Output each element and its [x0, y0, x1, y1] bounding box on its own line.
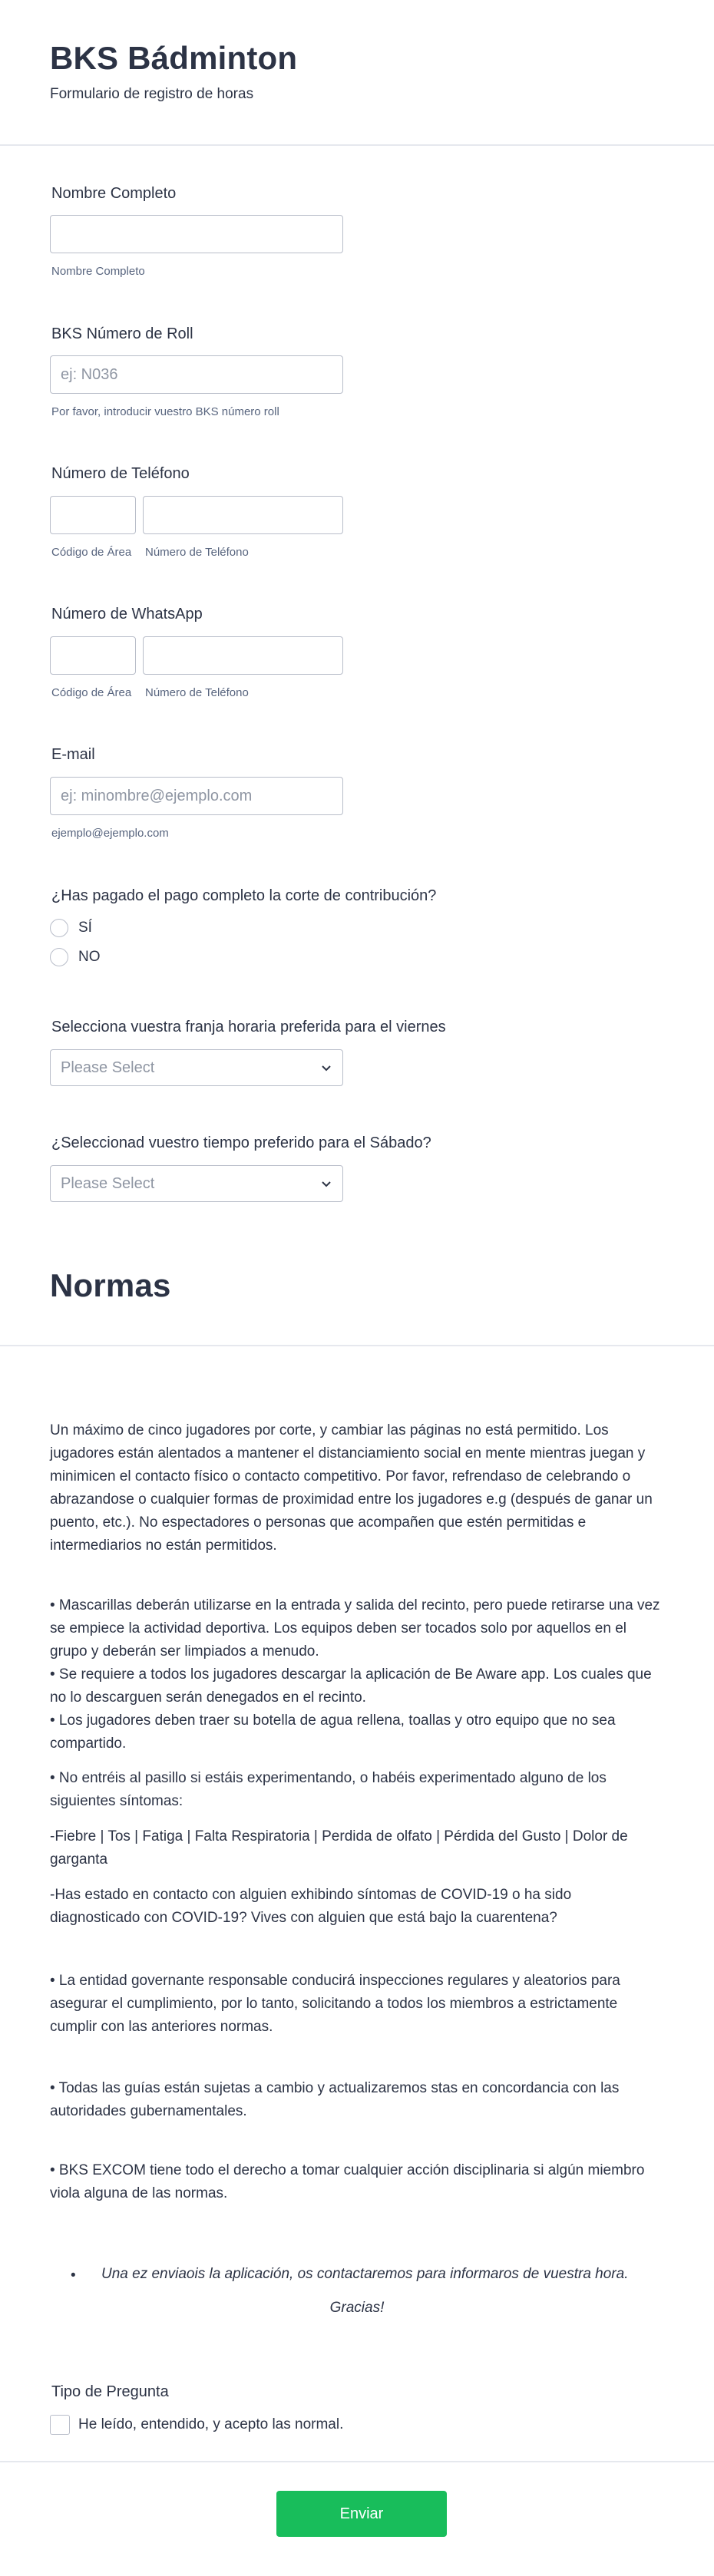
rules-paragraph-2: • Mascarillas deberán utilizarse en la entrada y salida del recinto, pero puede retirarse una vez se empiece la actividad deportiva. Los equipos deben ser tocados solo por aquellos en el grupo y deberán ser limpiados a menudo. [50, 1597, 660, 1660]
email-placeholder: ej: minombre@ejemplo.com [61, 787, 253, 804]
payment-yes-label[interactable]: SÍ [78, 920, 92, 936]
chevron-down-icon [319, 1177, 333, 1191]
rules-paragraph-9: • Todas las guías están sujetas a cambio y actualizaremos stas en concordancia con las autoridades gubernamentales. [50, 2080, 620, 2119]
thanks-note: Gracias! [329, 2300, 385, 2316]
whatsapp-number-input[interactable] [143, 636, 343, 675]
friday-selected-value: Please Select [61, 1058, 155, 1076]
rules-paragraph-5: • No entréis al pasillo si estáis experimentando, o habéis experimentado alguno de los siguientes síntomas: [50, 1770, 607, 1809]
rules-heading: Normas [50, 1267, 171, 1303]
header-divider [0, 144, 714, 146]
roll-placeholder: ej: N036 [61, 365, 118, 383]
roll-label: BKS Número de Roll [51, 325, 193, 342]
friday-select[interactable] [50, 1049, 343, 1086]
whatsapp-number-sublabel: Número de Teléfono [145, 686, 249, 699]
whatsapp-label: Número de WhatsApp [51, 606, 203, 623]
payment-no-label[interactable]: NO [78, 949, 101, 965]
agreement-checkbox[interactable] [50, 2415, 70, 2435]
saturday-select[interactable] [50, 1165, 343, 1202]
rules-divider [0, 1345, 714, 1346]
phone-number-input[interactable] [143, 496, 343, 534]
whatsapp-area-sublabel: Código de Área [51, 686, 132, 699]
note-bullet: • [71, 2267, 76, 2284]
roll-input[interactable] [50, 355, 343, 394]
email-sublabel: ejemplo@ejemplo.com [51, 827, 169, 840]
agreement-label: Tipo de Pregunta [51, 2383, 169, 2400]
payment-label: ¿Has pagado el pago completo la corte de contribución? [51, 887, 437, 904]
rules-paragraph-6: -Fiebre | Tos | Fatiga | Falta Respiratoria | Perdida de olfato | Pérdida del Gusto | Dolor de garganta [50, 1828, 628, 1868]
friday-label: Selecciona vuestra franja horaria preferida para el viernes [51, 1019, 446, 1035]
submit-button[interactable]: Enviar [276, 2491, 447, 2537]
rules-paragraph-10: • BKS EXCOM tiene todo el derecho a tomar cualquier acción disciplinaria si algún miembro viola alguna de las normas. [50, 2162, 645, 2201]
agreement-checkbox-text[interactable]: He leído, entendido, y acepto las normal. [78, 2416, 344, 2432]
form-subtitle: Formulario de registro de horas [50, 86, 254, 102]
rules-paragraph-4: • Los jugadores deben traer su botella de agua rellena, toallas y otro equipo que no sea compartido. [50, 1712, 616, 1752]
name-input[interactable] [50, 215, 343, 253]
phone-area-input[interactable] [50, 496, 136, 534]
rules-paragraph-1: Un máximo de cinco jugadores por corte, y cambiar las páginas no está permitido. Los jugadores están alentados a mantener el distanciamiento social en mente mientras juegan y minimicen el contacto físico o contacto competitivo. Por favor, refrendaso de celebrando o abrazandose o cualquier formas de proximidad entre los jugadores e.g (después de ganar un puento, etc.). No espectadores o personas que acompañen que estén permitidas e intermediarios no están permitidos. [50, 1422, 653, 1554]
chevron-down-icon [319, 1061, 333, 1075]
saturday-label: ¿Seleccionad vuestro tiempo preferido para el Sábado? [51, 1134, 431, 1151]
phone-label: Número de Teléfono [51, 465, 190, 482]
whatsapp-area-input[interactable] [50, 636, 136, 675]
email-input[interactable] [50, 777, 343, 815]
name-label: Nombre Completo [51, 185, 177, 202]
email-label: E-mail [51, 746, 95, 763]
saturday-selected-value: Please Select [61, 1174, 155, 1192]
phone-number-sublabel: Número de Teléfono [145, 546, 249, 559]
rules-paragraph-3: • Se requiere a todos los jugadores descargar la aplicación de Be Aware app. Los cuales que no lo descarguen serán denegados en el recinto. [50, 1666, 652, 1706]
rules-paragraph-7: -Has estado en contacto con alguien exhibindo síntomas de COVID-19 o ha sido diagnosticado con COVID-19? Vives con alguien que está bajo la cuarentena? [50, 1887, 572, 1926]
form-title: BKS Bádminton [50, 40, 298, 76]
payment-yes-radio[interactable] [50, 919, 68, 937]
roll-sublabel: Por favor, introducir vuestro BKS número roll [51, 405, 279, 418]
phone-area-sublabel: Código de Área [51, 546, 132, 559]
name-sublabel: Nombre Completo [51, 265, 145, 278]
rules-paragraph-8: • La entidad governante responsable conducirá inspecciones regulares y aleatorios para asegurar el cumplimiento, por lo tanto, solicitando a todos los miembros a estrictamente cumplir con las anteriores normas. [50, 1973, 620, 2035]
payment-no-radio[interactable] [50, 948, 68, 966]
footer-divider [0, 2461, 714, 2462]
contact-note: Una ez enviaois la aplicación, os contactaremos para informaros de vuestra hora. [101, 2266, 629, 2282]
